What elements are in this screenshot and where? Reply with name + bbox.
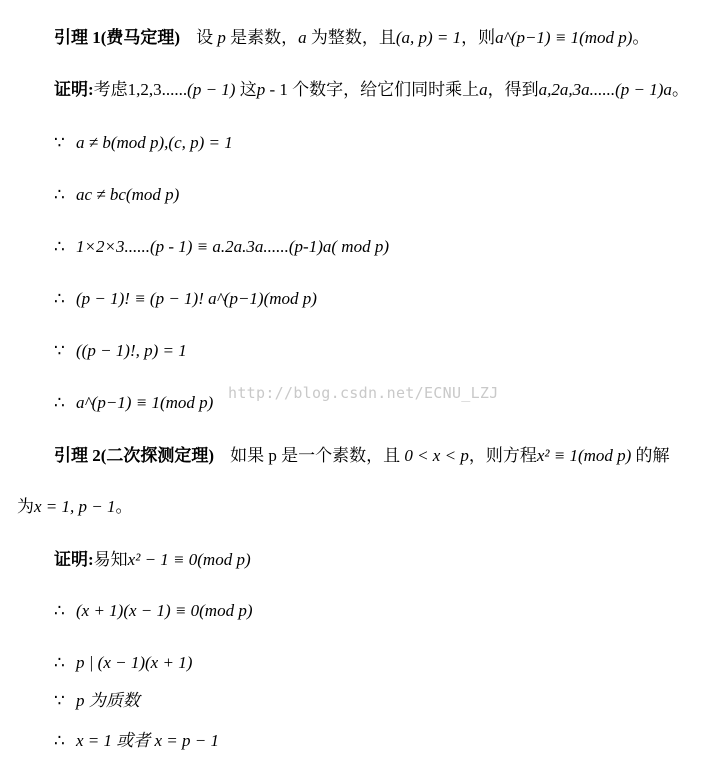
lemma2-statement-cont <box>17 495 133 519</box>
lemma1-text-a: 设 <box>196 28 214 47</box>
proof2-step <box>54 651 192 675</box>
lemma1-text-b: 是素数， <box>230 28 299 47</box>
lemma2-condition: 0 < x < p <box>404 446 469 465</box>
lemma1-result: a^(p−1) ≡ 1(mod p) <box>495 28 633 47</box>
because-symbol: ∵ <box>54 691 65 711</box>
lemma2-text-a: 如果 p 是一个素数，且 <box>230 446 401 465</box>
proof2-text-a: 易知 <box>93 550 128 569</box>
step-expression: x = 1 或者 x = p − 1 <box>76 731 220 750</box>
step-expression: p | (x − 1)(x + 1) <box>76 653 193 672</box>
proof2-intro <box>54 548 251 572</box>
proof2-step <box>54 689 140 713</box>
proof1-end: 。 <box>671 80 689 99</box>
proof1-math-pm1: (p − 1) <box>187 80 236 99</box>
lemma2-text-b: ，则方程 <box>468 446 537 465</box>
watermark-url: http://blog.csdn.net/ECNU_LZJ <box>228 384 499 402</box>
lemma2-text-c: 的解 <box>635 446 670 465</box>
proof1-step <box>54 391 213 415</box>
lemma1-end: 。 <box>632 28 650 47</box>
proof2-math-a: x² − 1 ≡ 0(mod p) <box>127 550 251 569</box>
lemma1-condition: (a, p) = 1 <box>395 28 462 47</box>
lemma2-statement <box>54 444 670 468</box>
therefore-symbol: ∴ <box>54 393 65 413</box>
proof1-step <box>54 131 233 155</box>
lemma2-line2-a: 为 <box>17 497 34 516</box>
proof1-math-list: a,2a,3a......(p − 1)a <box>538 80 672 99</box>
therefore-symbol: ∴ <box>54 653 65 673</box>
step-expression: a^(p−1) ≡ 1(mod p) <box>76 393 214 412</box>
therefore-symbol: ∴ <box>54 185 65 205</box>
step-expression: (p − 1)! ≡ (p − 1)! a^(p−1)(mod p) <box>76 289 317 308</box>
step-expression: ((p − 1)!, p) = 1 <box>76 341 187 360</box>
lemma2-solution: x = 1, p − 1 <box>34 497 116 516</box>
step-expression: p 为质数 <box>76 691 140 710</box>
proof2-step <box>54 729 219 753</box>
therefore-symbol: ∴ <box>54 731 65 751</box>
proof1-label: 证明: <box>54 80 94 99</box>
therefore-symbol: ∴ <box>54 289 65 309</box>
therefore-symbol: ∴ <box>54 237 65 257</box>
lemma1-title: 引理 1(费马定理) <box>54 28 181 47</box>
step-expression: 1×2×3......(p - 1) ≡ a.2a.3a......(p-1)a( mod p) <box>76 237 389 256</box>
step-expression: a ≠ b(mod p),(c, p) = 1 <box>76 133 233 152</box>
lemma2-title: 引理 2(二次探测定理) <box>54 446 215 465</box>
lemma1-math-p: p <box>217 28 226 47</box>
lemma1-text-d: ，则 <box>461 28 496 47</box>
proof1-intro <box>54 78 689 102</box>
proof1-text-a: 考虑1,2,3...... <box>93 80 188 99</box>
proof1-math-p: p <box>256 80 266 99</box>
step-expression: (x + 1)(x − 1) ≡ 0(mod p) <box>76 601 253 620</box>
proof1-text-c: - 1 个数字，给它们同时乘上 <box>269 80 480 99</box>
therefore-symbol: ∴ <box>54 601 65 621</box>
proof2-step <box>54 599 253 623</box>
proof1-step <box>54 235 389 259</box>
lemma2-end: 。 <box>115 497 133 516</box>
proof1-math-a: a <box>479 80 488 99</box>
lemma2-equation: x² ≡ 1(mod p) <box>536 446 632 465</box>
because-symbol: ∵ <box>54 341 65 361</box>
because-symbol: ∵ <box>54 133 65 153</box>
proof1-step <box>54 183 179 207</box>
lemma1-statement <box>54 26 649 50</box>
proof2-label: 证明: <box>54 550 94 569</box>
proof1-text-b: 这 <box>239 80 257 99</box>
proof1-step <box>54 339 187 363</box>
step-expression: ac ≠ bc(mod p) <box>76 185 180 204</box>
lemma1-math-a: a <box>298 28 307 47</box>
proof1-text-d: ，得到 <box>487 80 539 99</box>
lemma1-text-c: 为整数，且 <box>310 28 396 47</box>
proof1-step <box>54 287 317 311</box>
